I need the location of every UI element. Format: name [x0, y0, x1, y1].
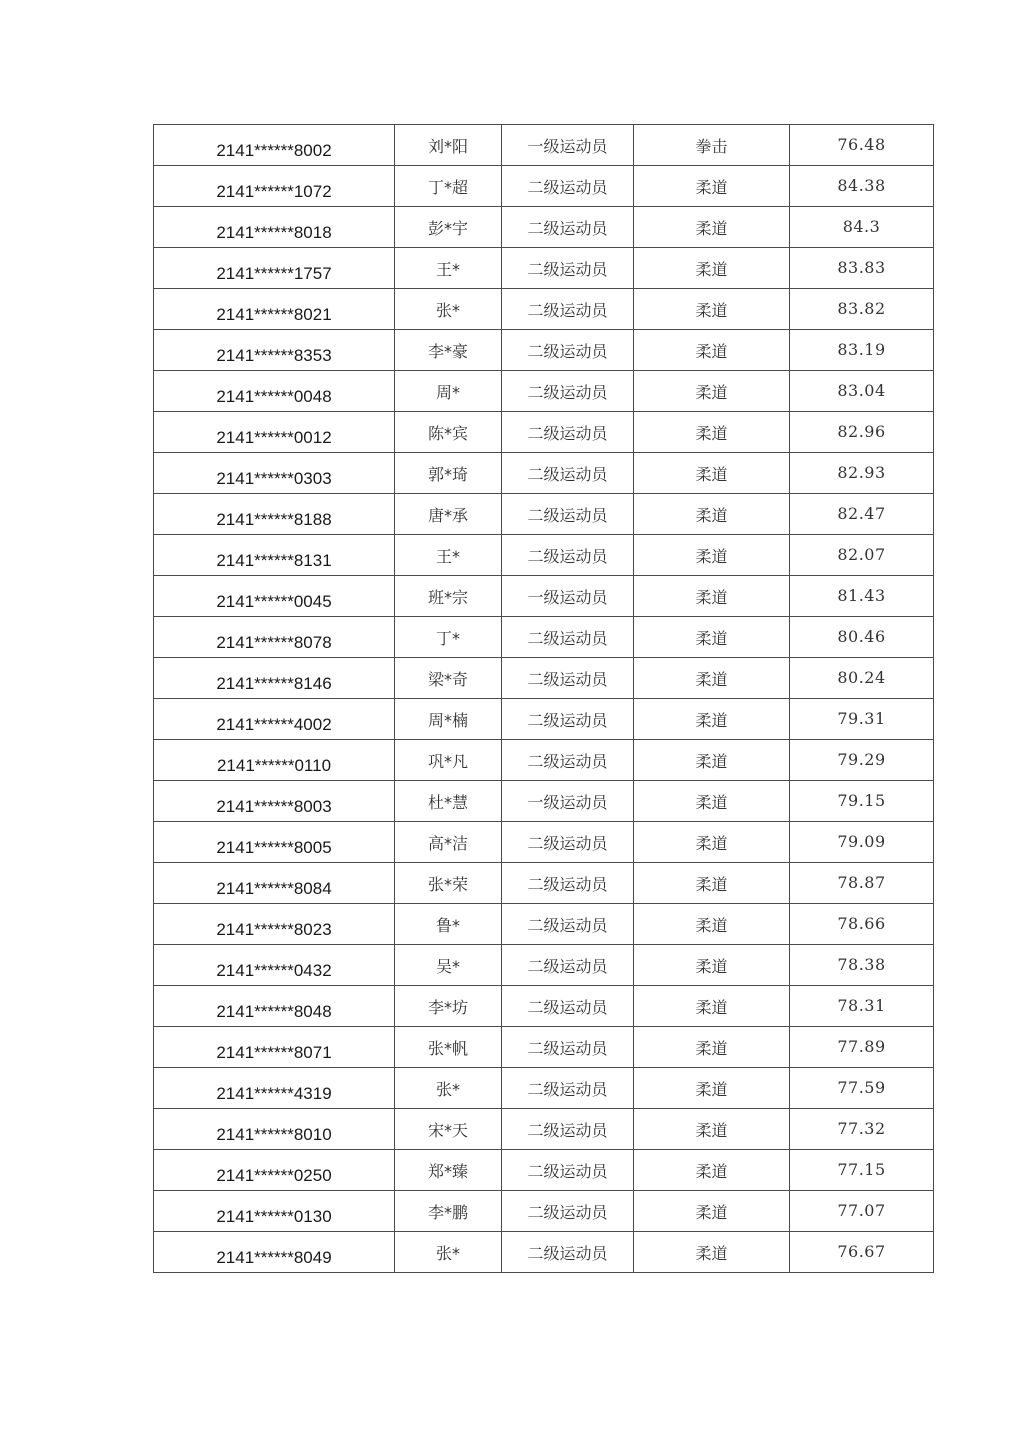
score-cell: 82.47 — [790, 494, 934, 535]
score-cell: 79.29 — [790, 740, 934, 781]
sport-event-cell: 柔道 — [634, 904, 790, 945]
sport-event-cell: 柔道 — [634, 822, 790, 863]
athlete-name-cell: 周*楠 — [395, 699, 502, 740]
athlete-level-cell: 二级运动员 — [502, 330, 634, 371]
table-row — [154, 125, 934, 166]
candidate-id-cell: 2141******8010 — [154, 1109, 395, 1150]
athlete-name-cell: 吴* — [395, 945, 502, 986]
sport-event-cell: 柔道 — [634, 1109, 790, 1150]
table-row — [154, 371, 934, 412]
athlete-name-cell: 班*宗 — [395, 576, 502, 617]
sport-event-cell: 柔道 — [634, 371, 790, 412]
sport-event-cell: 柔道 — [634, 494, 790, 535]
candidate-id-cell: 2141******8049 — [154, 1232, 395, 1273]
table-row — [154, 330, 934, 371]
athlete-level-cell: 二级运动员 — [502, 453, 634, 494]
athlete-level-cell: 一级运动员 — [502, 125, 634, 166]
score-cell: 80.24 — [790, 658, 934, 699]
score-cell: 82.93 — [790, 453, 934, 494]
table-row — [154, 1232, 934, 1273]
sport-event-cell: 柔道 — [634, 576, 790, 617]
table-row — [154, 453, 934, 494]
sport-event-cell: 拳击 — [634, 125, 790, 166]
table-row — [154, 166, 934, 207]
score-cell: 79.31 — [790, 699, 934, 740]
athlete-level-cell: 二级运动员 — [502, 617, 634, 658]
table-row — [154, 781, 934, 822]
table-row — [154, 1068, 934, 1109]
athlete-level-cell: 二级运动员 — [502, 1232, 634, 1273]
score-cell: 77.32 — [790, 1109, 934, 1150]
table-row — [154, 986, 934, 1027]
candidate-id-cell: 2141******1757 — [154, 248, 395, 289]
candidate-id-cell: 2141******8146 — [154, 658, 395, 699]
score-cell: 76.48 — [790, 125, 934, 166]
candidate-id-cell: 2141******0250 — [154, 1150, 395, 1191]
athlete-name-cell: 杜*慧 — [395, 781, 502, 822]
athlete-name-cell: 高*洁 — [395, 822, 502, 863]
sport-event-cell: 柔道 — [634, 1068, 790, 1109]
table-row — [154, 863, 934, 904]
athlete-name-cell: 张* — [395, 289, 502, 330]
score-cell: 83.19 — [790, 330, 934, 371]
athlete-level-cell: 二级运动员 — [502, 699, 634, 740]
athlete-level-cell: 二级运动员 — [502, 1027, 634, 1068]
score-cell: 82.96 — [790, 412, 934, 453]
sport-event-cell: 柔道 — [634, 945, 790, 986]
table-row — [154, 1027, 934, 1068]
score-cell: 78.87 — [790, 863, 934, 904]
table-row — [154, 494, 934, 535]
sport-event-cell: 柔道 — [634, 658, 790, 699]
table-row — [154, 248, 934, 289]
athlete-level-cell: 一级运动员 — [502, 781, 634, 822]
athlete-name-cell: 宋*天 — [395, 1109, 502, 1150]
score-cell: 79.09 — [790, 822, 934, 863]
athlete-name-cell: 张* — [395, 1232, 502, 1273]
candidate-id-cell: 2141******8018 — [154, 207, 395, 248]
sport-event-cell: 柔道 — [634, 207, 790, 248]
table-row — [154, 289, 934, 330]
candidate-id-cell: 2141******8353 — [154, 330, 395, 371]
athlete-name-cell: 李*豪 — [395, 330, 502, 371]
candidate-id-cell: 2141******8084 — [154, 863, 395, 904]
athlete-level-cell: 二级运动员 — [502, 740, 634, 781]
athlete-level-cell: 二级运动员 — [502, 248, 634, 289]
candidate-id-cell: 2141******8002 — [154, 125, 395, 166]
score-cell: 77.59 — [790, 1068, 934, 1109]
athlete-name-cell: 王* — [395, 248, 502, 289]
table-row — [154, 822, 934, 863]
athlete-level-cell: 二级运动员 — [502, 904, 634, 945]
score-cell: 83.82 — [790, 289, 934, 330]
athlete-level-cell: 二级运动员 — [502, 1191, 634, 1232]
candidate-id-cell: 2141******0130 — [154, 1191, 395, 1232]
athlete-name-cell: 周* — [395, 371, 502, 412]
score-cell: 78.66 — [790, 904, 934, 945]
athlete-level-cell: 二级运动员 — [502, 494, 634, 535]
sport-event-cell: 柔道 — [634, 453, 790, 494]
table-row — [154, 1109, 934, 1150]
athlete-level-cell: 二级运动员 — [502, 535, 634, 576]
table-row — [154, 945, 934, 986]
sport-event-cell: 柔道 — [634, 699, 790, 740]
candidate-id-cell: 2141******8023 — [154, 904, 395, 945]
score-cell: 84.38 — [790, 166, 934, 207]
sport-event-cell: 柔道 — [634, 1027, 790, 1068]
table-row — [154, 207, 934, 248]
athlete-level-cell: 一级运动员 — [502, 576, 634, 617]
score-cell: 84.3 — [790, 207, 934, 248]
score-cell: 78.31 — [790, 986, 934, 1027]
score-cell: 77.89 — [790, 1027, 934, 1068]
score-cell: 77.15 — [790, 1150, 934, 1191]
sport-event-cell: 柔道 — [634, 330, 790, 371]
candidate-id-cell: 2141******8005 — [154, 822, 395, 863]
athlete-name-cell: 张*荣 — [395, 863, 502, 904]
candidate-id-cell: 2141******0110 — [154, 740, 395, 781]
table-row — [154, 699, 934, 740]
score-cell: 76.67 — [790, 1232, 934, 1273]
score-cell: 83.83 — [790, 248, 934, 289]
candidate-id-cell: 2141******4002 — [154, 699, 395, 740]
athlete-level-cell: 二级运动员 — [502, 1150, 634, 1191]
sport-event-cell: 柔道 — [634, 986, 790, 1027]
athlete-name-cell: 鲁* — [395, 904, 502, 945]
results-table-body — [154, 125, 934, 1273]
table-row — [154, 576, 934, 617]
athlete-name-cell: 唐*承 — [395, 494, 502, 535]
athlete-name-cell: 丁*超 — [395, 166, 502, 207]
athlete-level-cell: 二级运动员 — [502, 945, 634, 986]
score-cell: 82.07 — [790, 535, 934, 576]
athlete-name-cell: 李*鹏 — [395, 1191, 502, 1232]
table-row — [154, 904, 934, 945]
athlete-level-cell: 二级运动员 — [502, 986, 634, 1027]
sport-event-cell: 柔道 — [634, 166, 790, 207]
table-row — [154, 617, 934, 658]
candidate-id-cell: 2141******0432 — [154, 945, 395, 986]
athlete-name-cell: 张*帆 — [395, 1027, 502, 1068]
candidate-id-cell: 2141******8048 — [154, 986, 395, 1027]
candidate-id-cell: 2141******0012 — [154, 412, 395, 453]
athlete-name-cell: 丁* — [395, 617, 502, 658]
athlete-name-cell: 李*坊 — [395, 986, 502, 1027]
score-cell: 80.46 — [790, 617, 934, 658]
score-cell: 77.07 — [790, 1191, 934, 1232]
candidate-id-cell: 2141******0303 — [154, 453, 395, 494]
table-row — [154, 740, 934, 781]
table-row — [154, 535, 934, 576]
results-table — [153, 124, 934, 1273]
sport-event-cell: 柔道 — [634, 412, 790, 453]
athlete-name-cell: 梁*奇 — [395, 658, 502, 699]
table-row — [154, 1191, 934, 1232]
sport-event-cell: 柔道 — [634, 1232, 790, 1273]
athlete-name-cell: 张* — [395, 1068, 502, 1109]
athlete-level-cell: 二级运动员 — [502, 658, 634, 699]
athlete-level-cell: 二级运动员 — [502, 207, 634, 248]
athlete-name-cell: 王* — [395, 535, 502, 576]
sport-event-cell: 柔道 — [634, 617, 790, 658]
athlete-level-cell: 二级运动员 — [502, 1109, 634, 1150]
candidate-id-cell: 2141******8003 — [154, 781, 395, 822]
athlete-level-cell: 二级运动员 — [502, 166, 634, 207]
candidate-id-cell: 2141******0045 — [154, 576, 395, 617]
athlete-level-cell: 二级运动员 — [502, 289, 634, 330]
table-row — [154, 658, 934, 699]
score-cell: 83.04 — [790, 371, 934, 412]
athlete-level-cell: 二级运动员 — [502, 412, 634, 453]
sport-event-cell: 柔道 — [634, 1150, 790, 1191]
athlete-name-cell: 郑*臻 — [395, 1150, 502, 1191]
athlete-level-cell: 二级运动员 — [502, 1068, 634, 1109]
athlete-level-cell: 二级运动员 — [502, 371, 634, 412]
candidate-id-cell: 2141******8131 — [154, 535, 395, 576]
sport-event-cell: 柔道 — [634, 781, 790, 822]
candidate-id-cell: 2141******4319 — [154, 1068, 395, 1109]
candidate-id-cell: 2141******8078 — [154, 617, 395, 658]
sport-event-cell: 柔道 — [634, 535, 790, 576]
athlete-level-cell: 二级运动员 — [502, 863, 634, 904]
candidate-id-cell: 2141******8071 — [154, 1027, 395, 1068]
candidate-id-cell: 2141******8021 — [154, 289, 395, 330]
sport-event-cell: 柔道 — [634, 740, 790, 781]
athlete-level-cell: 二级运动员 — [502, 822, 634, 863]
candidate-id-cell: 2141******1072 — [154, 166, 395, 207]
score-cell: 81.43 — [790, 576, 934, 617]
score-cell: 79.15 — [790, 781, 934, 822]
candidate-id-cell: 2141******0048 — [154, 371, 395, 412]
sport-event-cell: 柔道 — [634, 1191, 790, 1232]
score-cell: 78.38 — [790, 945, 934, 986]
table-row — [154, 412, 934, 453]
sport-event-cell: 柔道 — [634, 863, 790, 904]
sport-event-cell: 柔道 — [634, 289, 790, 330]
athlete-name-cell: 巩*凡 — [395, 740, 502, 781]
candidate-id-cell: 2141******8188 — [154, 494, 395, 535]
athlete-name-cell: 陈*宾 — [395, 412, 502, 453]
sport-event-cell: 柔道 — [634, 248, 790, 289]
athlete-name-cell: 刘*阳 — [395, 125, 502, 166]
athlete-name-cell: 彭*宇 — [395, 207, 502, 248]
table-row — [154, 1150, 934, 1191]
athlete-name-cell: 郭*琦 — [395, 453, 502, 494]
